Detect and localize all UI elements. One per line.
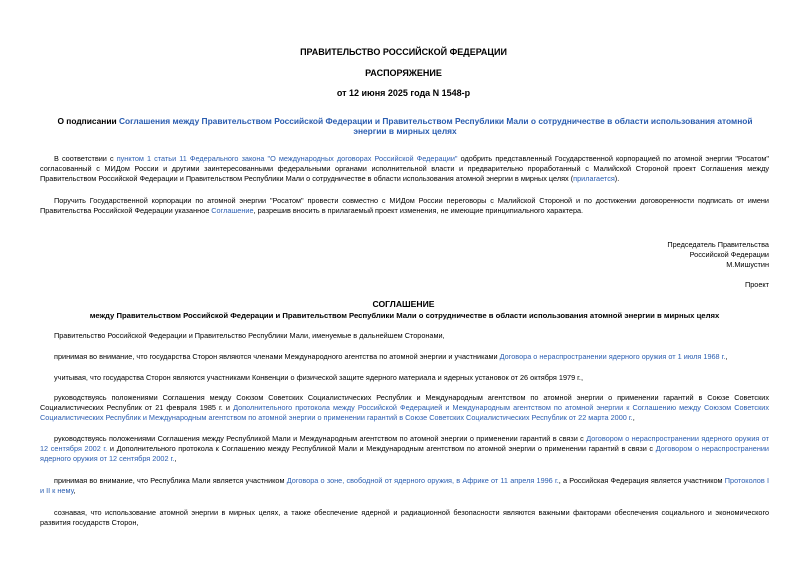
paragraph-1 xyxy=(40,154,769,184)
agreement-p5-text-1: руководствуясь положениями Соглашения между Республикой Мали и Международным агентством по атомной энергии о применении гарантий в связи с xyxy=(54,434,587,443)
agreement-p5-text-2: и Дополнительного протокола к Соглашению между Республикой Мали и Международным агентством по атомной энергии о применении гарантий в связи с xyxy=(107,444,656,453)
agreement-p7-text: сознавая, что использование атомной энергии в мирных целях, а также обеспечение ядерной и радиационной безопасности являются важными факторами обеспечения социального и экономического развития государств Сторон, xyxy=(40,508,769,527)
para1-text-2: одобрить представленный Государственной корпорацией по атомной энергии "Росатом" согласованный с МИДом России и другими заинтересованными федеральными органами исполнительной власти и предварительно проработанный с Малийской Стороной проект Соглашения между Правительством Российской Федерации и Правительством Республики Мали о сотрудничестве в области использования атомной энергии в мирных целях ( xyxy=(40,154,769,183)
agreement-link[interactable]: Соглашение xyxy=(211,206,254,215)
signature-block xyxy=(469,240,769,270)
agreement-paragraph-4 xyxy=(40,393,769,423)
agreement-paragraph-2 xyxy=(40,352,769,362)
npt-1968-link[interactable]: Договора о нераспространении ядерного оружия от 1 июля 1968 г. xyxy=(499,352,726,361)
para1-text-3: ). xyxy=(614,174,620,183)
attached-link[interactable]: прилагается xyxy=(573,174,615,183)
title-agreement-link[interactable]: Соглашения между Правительством Российской Федерации и Правительством Республики Мали о сотрудничестве в области использования атомной энергии в мирных целях xyxy=(118,116,753,136)
title-prefix: О подписании xyxy=(57,116,119,126)
agreement-heading: СОГЛАШЕНИЕ xyxy=(372,299,435,309)
pelindaba-treaty-link[interactable]: Договора о зоне, свободной от ядерного оружия, в Африке от 11 апреля 1996 г. xyxy=(286,476,559,485)
agreement-p2-text-2: , xyxy=(725,352,728,361)
document-title xyxy=(50,116,760,136)
para2-text-1: Поручить Государственной корпорации по атомной энергии "Росатом" провести совместно с МИДом России переговоры с Малийской Стороной и по достижении договоренности подписать от имени Правительства Российской Федерации указанное xyxy=(40,196,769,215)
para1-text-1: В соответствии с xyxy=(54,154,117,163)
agreement-p4-text-1: руководствуясь положениями Соглашения между Союзом Советских Социалистических Республик и Международным агентством по атомной энергии о применении гарантий в Союзе Советских Социалистических Республик от 21 февраля 1985 г. и xyxy=(40,393,769,412)
para2-text-2: , разрешив вносить в прилагаемый проект изменения, не имеющие принципиального характера. xyxy=(253,206,584,215)
agreement-p5-text-3: , xyxy=(174,454,177,463)
agreement-paragraph-6 xyxy=(40,476,769,496)
document-type: РАСПОРЯЖЕНИЕ xyxy=(365,68,442,78)
project-label: Проект xyxy=(744,280,769,289)
agreement-p6-text-3: , xyxy=(73,486,76,495)
signature-country: Российской Федерации xyxy=(689,250,769,259)
document-date-number: от 12 июня 2025 года N 1548-р xyxy=(336,88,471,98)
agreement-p6-text-1: принимая во внимание, что Республика Мали является участником xyxy=(54,476,287,485)
paragraph-2 xyxy=(40,196,769,216)
protocols-link[interactable]: Протоколов I и II к нему xyxy=(40,476,769,495)
agreement-subheading: между Правительством Российской Федерации и Правительством Республики Мали о сотрудничестве в области использования атомной энергии в мирных целях xyxy=(89,311,720,320)
agreement-p1-text: Правительство Российской Федерации и Правительство Республики Мали, именуемые в дальнейшем Сторонами, xyxy=(54,331,445,340)
federal-law-link[interactable]: пунктом 1 статьи 11 Федерального закона "О международных договорах Российской Федерации" xyxy=(116,154,458,163)
agreement-p2-text-1: принимая во внимание, что государства Сторон являются членами Международного агентства по атомной энергии и участниками xyxy=(54,352,500,361)
agreement-paragraph-7 xyxy=(40,508,769,528)
signature-position: Председатель Правительства xyxy=(667,240,769,249)
agreement-p6-text-2: , а Российская Федерация является участником xyxy=(558,476,725,485)
agreement-p4-text-2: , xyxy=(632,413,635,422)
npt-2002-link-2[interactable]: Договором о нераспространении ядерного оружия от 12 сентября 2002 г. xyxy=(40,444,769,463)
agreement-p3-text: учитывая, что государства Сторон являются участниками Конвенции о физической защите ядерного материала и ядерных установок от 26 октября 1979 г., xyxy=(54,373,583,382)
agreement-paragraph-3 xyxy=(40,373,769,383)
agreement-paragraph-5 xyxy=(40,434,769,464)
government-heading: ПРАВИТЕЛЬСТВО РОССИЙСКОЙ ФЕДЕРАЦИИ xyxy=(300,47,507,57)
signature-name: М.Мишустин xyxy=(726,260,769,269)
agreement-paragraph-1 xyxy=(40,331,769,341)
npt-2002-link-1[interactable]: Договором о нераспространении ядерного оружия от 12 сентября 2002 г. xyxy=(40,434,769,453)
additional-protocol-link[interactable]: Дополнительного протокола между Российской Федерацией и Международным агентством по атомной энергии к Соглашению между Союзом Советских Социалистических Республик и Международным агентством по атомной энергии о применении гарантий в Союзе Советских Социалистических Республик от 22 марта 2000 г. xyxy=(40,403,769,422)
